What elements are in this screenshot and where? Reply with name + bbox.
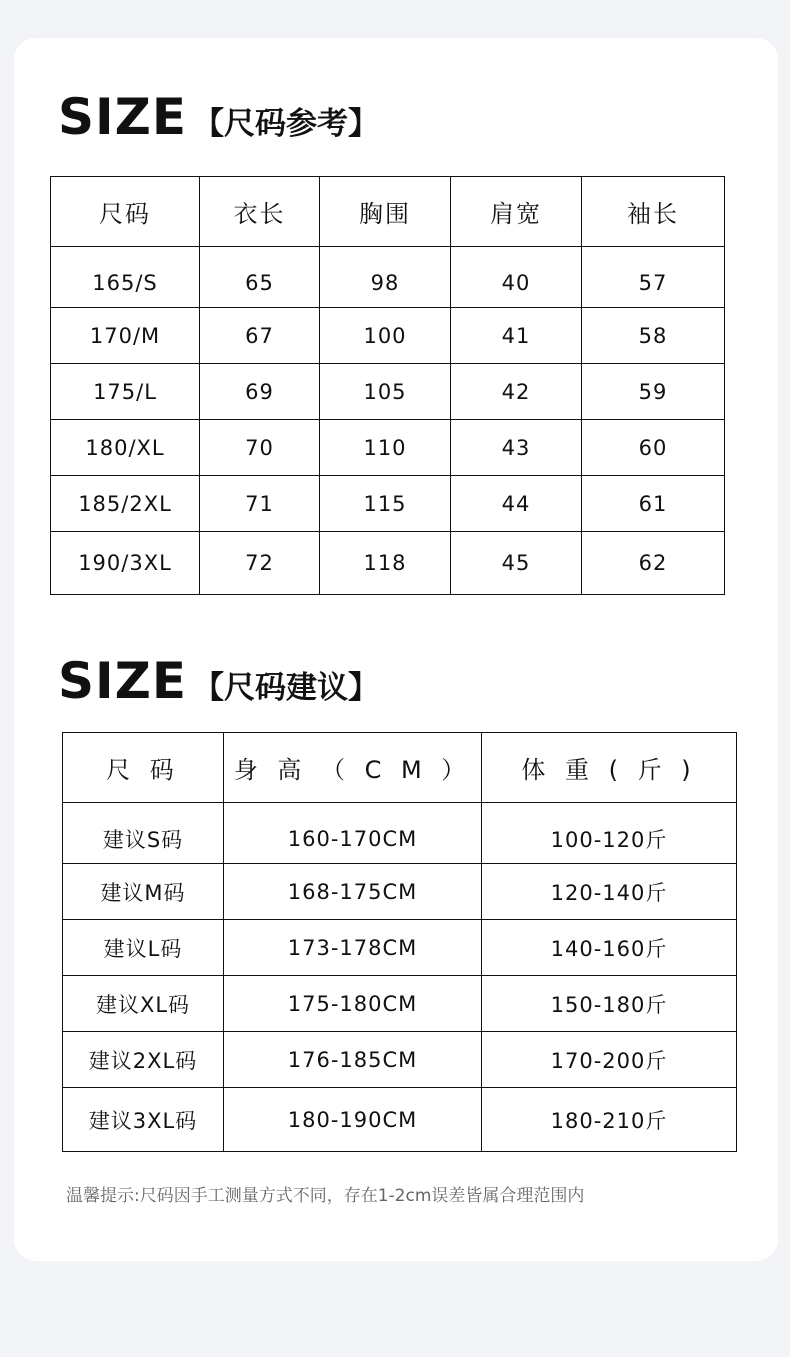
table-cell: 57 <box>582 247 725 308</box>
table-cell: 44 <box>451 476 582 532</box>
table-cell: 60 <box>582 420 725 476</box>
table-cell: 170/M <box>51 308 200 364</box>
table-cell: 150-180斤 <box>482 976 737 1032</box>
measurement-note: 温馨提示:尺码因手工测量方式不同，存在1-2cm误差皆属合理范围内 <box>66 1186 585 1206</box>
table-cell: 69 <box>200 364 320 420</box>
section-subtitle: 【尺码建议】 <box>193 670 380 706</box>
table-cell: 71 <box>200 476 320 532</box>
table-row <box>63 864 737 920</box>
column-header: 袖长 <box>582 177 725 247</box>
table-cell: 72 <box>200 532 320 595</box>
table-cell: 175-180CM <box>224 976 482 1032</box>
table-cell: 100 <box>320 308 451 364</box>
table-cell: 170-200斤 <box>482 1032 737 1088</box>
table-row <box>63 1032 737 1088</box>
table-cell: 59 <box>582 364 725 420</box>
table-row <box>51 364 725 420</box>
table-cell: 40 <box>451 247 582 308</box>
size-advice-heading <box>58 652 380 710</box>
table-row <box>51 420 725 476</box>
table-cell: 建议M码 <box>63 864 224 920</box>
table-cell: 42 <box>451 364 582 420</box>
table-cell: 180/XL <box>51 420 200 476</box>
table-row <box>51 308 725 364</box>
size-reference-body <box>51 177 725 595</box>
column-header: 尺码 <box>51 177 200 247</box>
table-cell: 43 <box>451 420 582 476</box>
table-cell: 65 <box>200 247 320 308</box>
section-title: SIZE <box>58 88 188 146</box>
table-cell: 176-185CM <box>224 1032 482 1088</box>
table-header-row <box>51 177 725 247</box>
table-cell: 185/2XL <box>51 476 200 532</box>
table-cell: 190/3XL <box>51 532 200 595</box>
table-cell: 173-178CM <box>224 920 482 976</box>
table-cell: 118 <box>320 532 451 595</box>
table-cell: 建议L码 <box>63 920 224 976</box>
section-subtitle: 【尺码参考】 <box>193 106 380 142</box>
table-cell: 建议3XL码 <box>63 1088 224 1152</box>
table-row <box>51 476 725 532</box>
table-cell: 110 <box>320 420 451 476</box>
column-header: 尺 码 <box>63 733 224 803</box>
table-cell: 70 <box>200 420 320 476</box>
table-cell: 168-175CM <box>224 864 482 920</box>
table-cell: 100-120斤 <box>482 803 737 864</box>
table-cell: 115 <box>320 476 451 532</box>
size-advice-body <box>63 733 737 1152</box>
table-row <box>51 532 725 595</box>
table-cell: 175/L <box>51 364 200 420</box>
column-header: 衣长 <box>200 177 320 247</box>
table-cell: 61 <box>582 476 725 532</box>
table-row <box>63 976 737 1032</box>
table-cell: 180-190CM <box>224 1088 482 1152</box>
table-cell: 165/S <box>51 247 200 308</box>
table-row <box>63 1088 737 1152</box>
table-header-row <box>63 733 737 803</box>
table-row <box>63 803 737 864</box>
table-cell: 62 <box>582 532 725 595</box>
table-row <box>63 920 737 976</box>
column-header: 肩宽 <box>451 177 582 247</box>
table-cell: 98 <box>320 247 451 308</box>
table-cell: 41 <box>451 308 582 364</box>
size-advice-table <box>62 732 737 1152</box>
table-cell: 67 <box>200 308 320 364</box>
table-row <box>51 247 725 308</box>
section-title: SIZE <box>58 652 188 710</box>
table-cell: 建议XL码 <box>63 976 224 1032</box>
table-cell: 58 <box>582 308 725 364</box>
table-cell: 180-210斤 <box>482 1088 737 1152</box>
column-header: 身 高 （ C M ） <box>224 733 482 803</box>
table-cell: 120-140斤 <box>482 864 737 920</box>
column-header: 胸围 <box>320 177 451 247</box>
size-reference-heading <box>58 88 380 146</box>
table-cell: 140-160斤 <box>482 920 737 976</box>
table-cell: 建议2XL码 <box>63 1032 224 1088</box>
size-reference-table <box>50 176 725 595</box>
column-header: 体 重 ( 斤 ) <box>482 733 737 803</box>
table-cell: 160-170CM <box>224 803 482 864</box>
table-cell: 45 <box>451 532 582 595</box>
table-cell: 建议S码 <box>63 803 224 864</box>
table-cell: 105 <box>320 364 451 420</box>
